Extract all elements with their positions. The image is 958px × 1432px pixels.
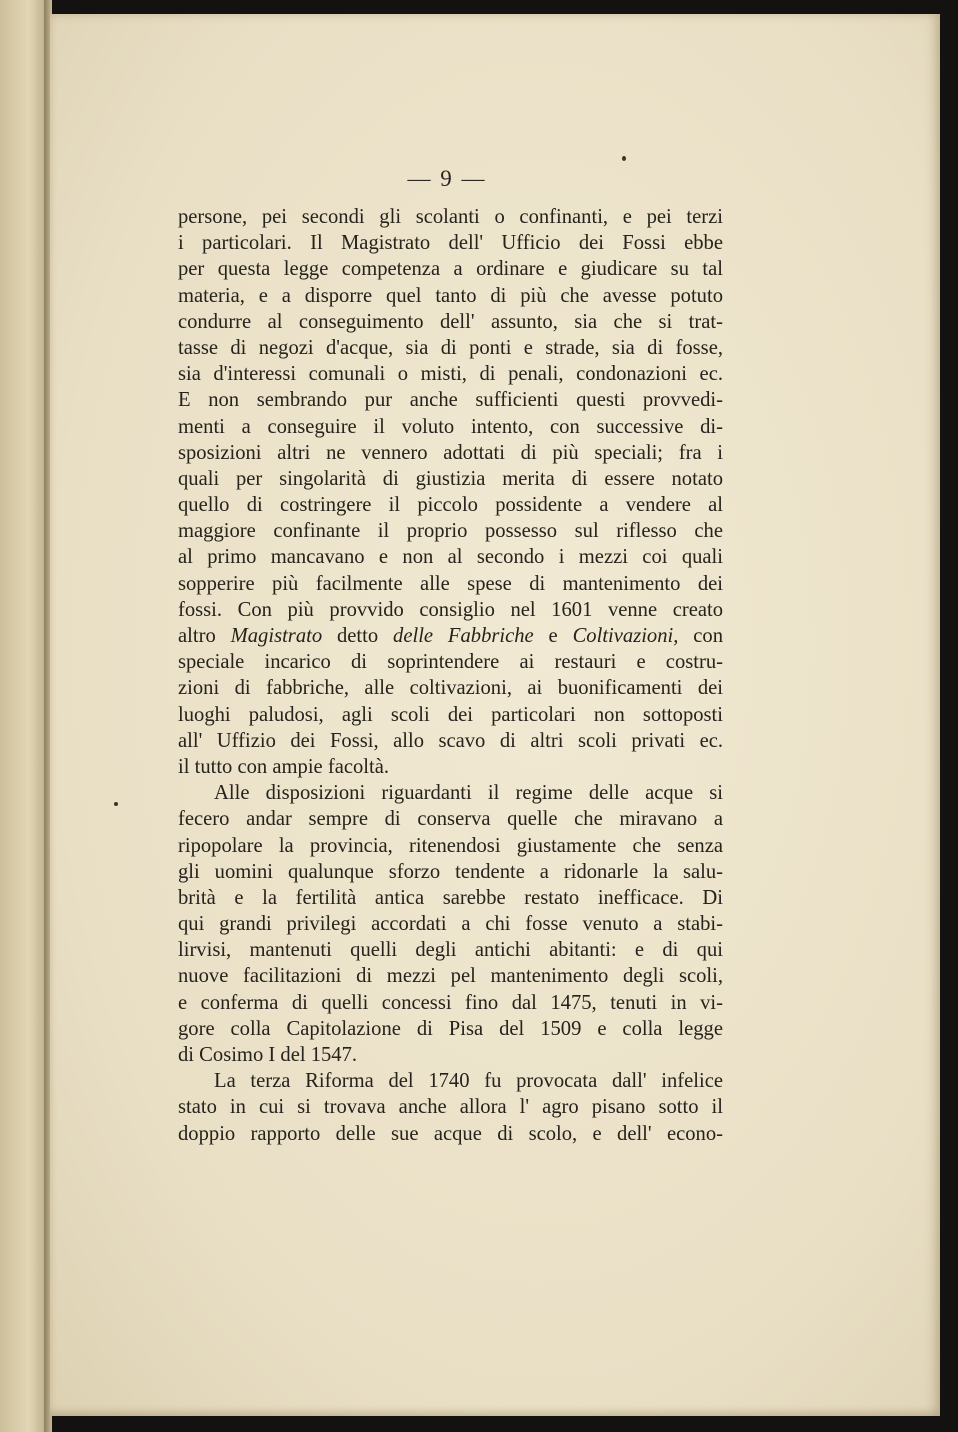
- text-run: con: [678, 625, 723, 647]
- text-line: il tutto con ampie facoltà.: [178, 755, 390, 778]
- text-line: al primo mancavano e non al secondo i mezzi coi quali: [178, 546, 723, 569]
- text-run: altro: [178, 625, 231, 647]
- text-line: quello di costringere il piccolo possidente a vendere al: [178, 494, 723, 517]
- italic-term: Coltivazioni,: [572, 625, 679, 647]
- text-line: lirvisi, mantenuti quelli degli antichi abitanti: e di qui: [178, 939, 723, 962]
- ink-speck: [622, 156, 626, 161]
- text-line: sposizioni altri ne vennero adottati di più speciali; fra i: [178, 441, 723, 464]
- facing-page-edge: [0, 0, 48, 1432]
- text-line: zioni di fabbriche, alle coltivazioni, ai buonificamenti dei: [178, 677, 723, 700]
- text-line: fecero andar sempre di conserva quelle che miravano a: [178, 808, 723, 831]
- text-line: sopperire più facilmente alle spese di mantenimento dei: [178, 572, 723, 595]
- text-line: all' Uffizio dei Fossi, allo scavo di altri scoli privati ec.: [178, 729, 723, 752]
- text-line-with-italics: [178, 623, 723, 649]
- text-run: e: [533, 625, 573, 647]
- ink-speck: [114, 802, 118, 806]
- text-line: menti a conseguire il voluto intento, con successive di-: [178, 415, 723, 438]
- text-line: La terza Riforma del 1740 fu provocata dall' infelice: [214, 1070, 723, 1093]
- text-line: persone, pei secondi gli scolanti o confinanti, e pei terzi: [178, 206, 723, 228]
- text-line: materia, e a disporre quel tanto di più che avesse potuto: [178, 284, 723, 307]
- text-run: detto: [322, 625, 394, 647]
- text-line: ripopolare la provincia, ritenendosi giustamente che senza: [178, 834, 723, 857]
- text-line: maggiore confinante il proprio possesso sul riflesso che: [178, 520, 723, 543]
- text-line: speciale incarico di soprintendere ai restauri e costru-: [178, 651, 723, 674]
- text-line: gli uomini qualunque sforzo tendente a ridonarle la salu-: [178, 860, 723, 883]
- text-line: e conferma di quelli concessi fino dal 1475, tenuti in vi-: [178, 991, 723, 1014]
- page-number: — 9 —: [407, 166, 487, 191]
- text-line: qui grandi privilegi accordati a chi fosse venuto a stabi-: [178, 913, 723, 936]
- text-line: stato in cui si trovava anche allora l' agro pisano sotto il: [178, 1096, 723, 1119]
- text-line: fossi. Con più provvido consiglio nel 1601 venne creato: [178, 598, 723, 621]
- text-line: tasse di negozi d'acque, sia di ponti e strade, sia di fosse,: [178, 336, 723, 359]
- text-line: nuove facilitazioni di mezzi pel mantenimento degli scoli,: [178, 965, 723, 988]
- italic-term: Magistrato: [230, 625, 323, 647]
- text-line: quali per singolarità di giustizia merita di essere notato: [178, 467, 723, 490]
- italic-term: delle Fabbriche: [393, 625, 534, 647]
- text-line: di Cosimo I del 1547.: [178, 1044, 358, 1066]
- text-line: per questa legge competenza a ordinare e giudicare su tal: [178, 258, 723, 281]
- text-line: brità e la fertilità antica sarebbe restato inefficace. Di: [178, 886, 723, 909]
- text-line: luoghi paludosi, agli scoli dei particolari non sottoposti: [178, 703, 723, 726]
- text-line: condurre al conseguimento dell' assunto, sia che si trat-: [178, 310, 723, 333]
- text-line: doppio rapporto delle sue acque di scolo, e dell' econo-: [178, 1122, 723, 1145]
- text-line: sia d'interessi comunali o misti, di penali, condonazioni ec.: [178, 363, 723, 386]
- text-line: Alle disposizioni riguardanti il regime delle acque si: [214, 782, 723, 805]
- text-line: E non sembrando pur anche sufficienti questi provvedi-: [178, 389, 723, 412]
- text-line: i particolari. Il Magistrato dell' Ufficio dei Fossi ebbe: [178, 232, 723, 255]
- text-line: gore colla Capitolazione di Pisa del 1509 e colla legge: [178, 1017, 723, 1040]
- body-text: [178, 204, 723, 1147]
